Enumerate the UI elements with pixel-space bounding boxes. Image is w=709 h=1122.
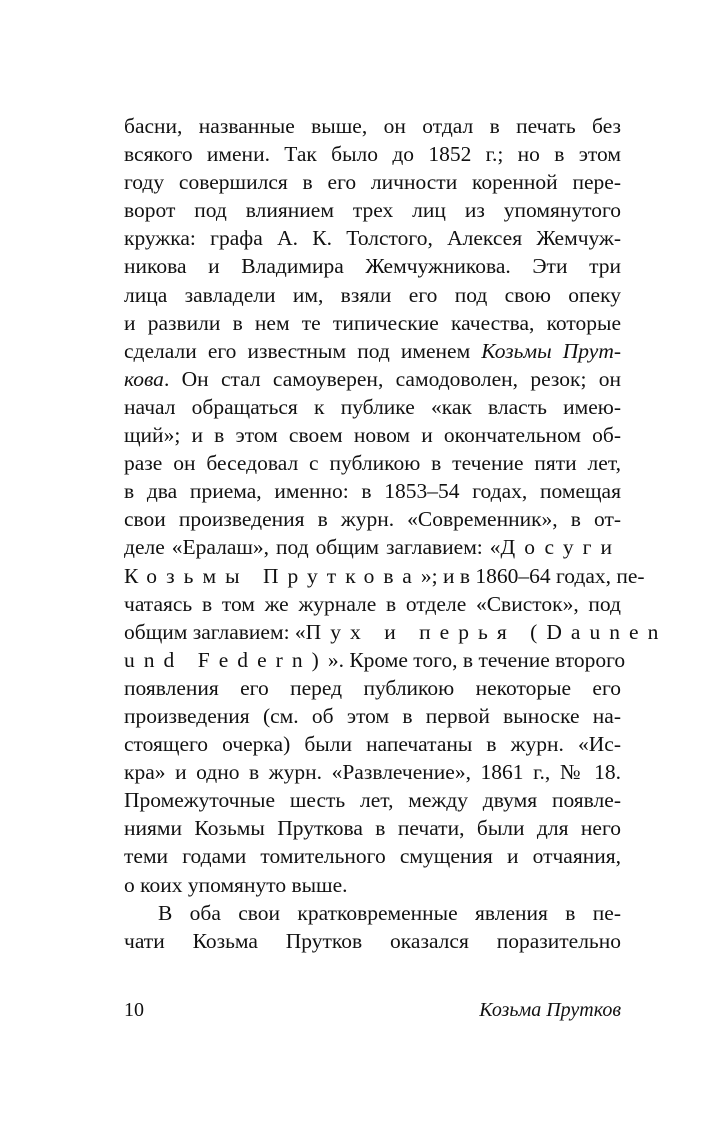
text-line: Промежуточные шесть лет, между двумя появле- <box>124 788 621 813</box>
text-run: общим заглавием: « <box>124 619 306 644</box>
text-line: ниями Козьмы Пруткова в печати, были для него <box>124 816 621 841</box>
text-line: лица завладели им, взяли его под свою опеку <box>124 282 621 307</box>
text-line: разе он беседовал с публикою в течение пяти лет, <box>124 451 621 476</box>
text-line <box>124 365 621 393</box>
text-line: теми годами томительного смущения и отчаяния, <box>124 844 621 869</box>
page-footer <box>124 995 621 1025</box>
text-line: чати Козьма Прутков оказался поразительно <box>124 928 621 953</box>
text-line: и развили в нем те типические качества, которые <box>124 310 621 335</box>
text-line: свои произведения в журн. «Современник», в от- <box>124 507 621 532</box>
text-run: »; и в 1860–64 годах, пе- <box>420 563 645 588</box>
text-line: произведения (см. об этом в первой выноске на- <box>124 703 621 728</box>
spaced-title: und Federn) <box>124 647 328 672</box>
spaced-title: Досуги <box>500 535 621 560</box>
text-line <box>124 533 621 561</box>
text-line: году совершился в его личности коренной пере- <box>124 170 621 195</box>
text-line: щий»; и в этом своем новом и окончательном об- <box>124 423 621 448</box>
text-run: ». Кроме того, в течение второго <box>327 647 626 672</box>
spaced-title: Пух и перья (Daunen <box>305 619 668 644</box>
running-title: Козьма Прутков <box>479 999 621 1021</box>
text-line: всякого имени. Так было до 1852 г.; но в этом <box>124 142 621 167</box>
text-line <box>124 618 668 646</box>
italic-name: Козьмы Прут- <box>481 338 621 363</box>
text-run: сделали его известным под именем <box>124 338 482 363</box>
text-line: ворот под влиянием трех лиц из упомянутого <box>124 198 621 223</box>
text-run: деле «Ералаш», под общим заглавием: « <box>124 535 501 560</box>
italic-name: кова <box>124 366 164 391</box>
text-line: чатаясь в том же журнале в отделе «Свисток», под <box>124 591 621 616</box>
page-number: 10 <box>124 999 144 1021</box>
paragraph-first-line: В оба свои кратковременные явления в пе- <box>158 900 621 925</box>
text-line: никова и Владимира Жемчужникова. Эти три <box>124 254 621 279</box>
spaced-title: Козьмы Пруткова <box>124 563 421 588</box>
paragraph-end-line: о коих упомянуто выше. <box>124 872 348 897</box>
text-line: кружка: графа А. К. Толстого, Алексея Жемчуж- <box>124 226 621 251</box>
text-run: . Он стал самоуверен, самодоволен, резок; он <box>163 366 621 391</box>
text-line: появления его перед публикою некоторые его <box>124 675 621 700</box>
text-line: стоящего очерка) были напечатаны в журн. «Ис- <box>124 732 621 757</box>
text-line: начал обращаться к публике «как власть имею- <box>124 394 621 419</box>
text-line: басни, названные выше, он отдал в печать без <box>124 114 621 138</box>
text-line <box>124 562 645 590</box>
text-line <box>124 646 626 674</box>
page-body <box>124 112 668 955</box>
text-line: в два приема, именно: в 1853–54 годах, помещая <box>124 479 621 504</box>
text-line: кра» и одно в журн. «Развлечение», 1861 г., № 18. <box>124 760 621 785</box>
text-line <box>124 337 621 365</box>
